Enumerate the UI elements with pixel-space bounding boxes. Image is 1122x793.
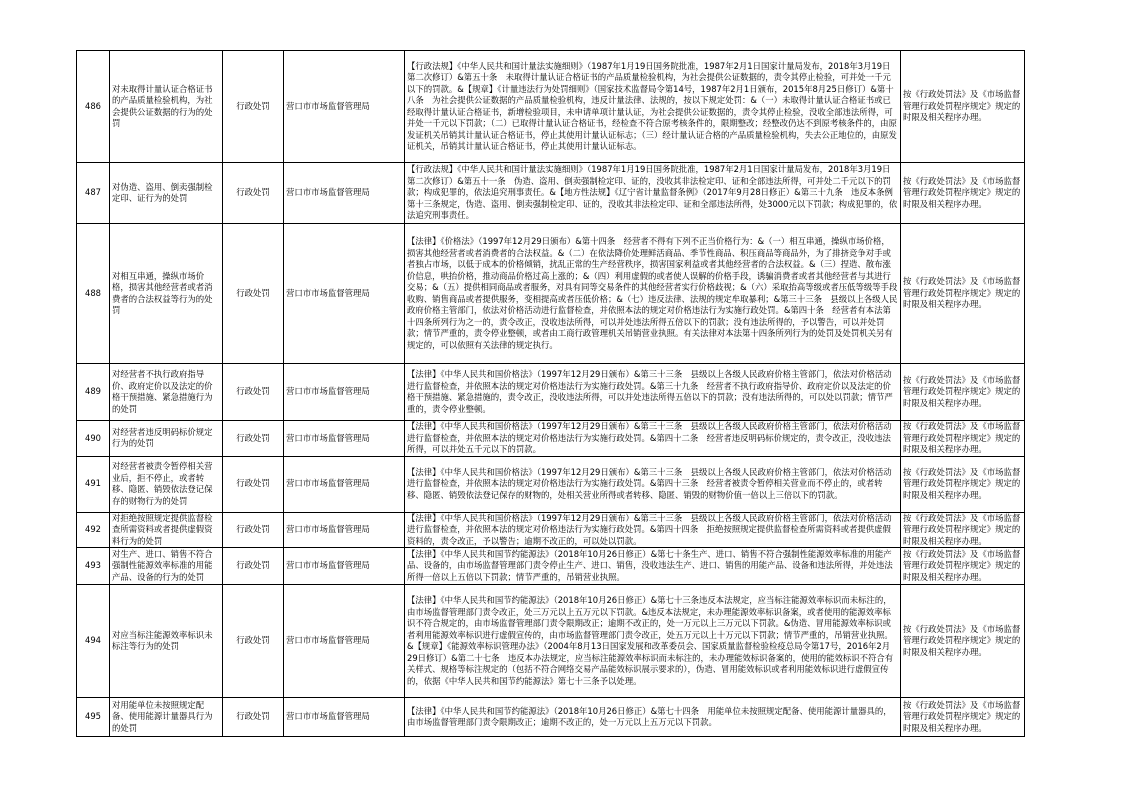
processing-requirement: 按《行政处罚法》及《市场监督管理行政处罚程序规定》规定的时限及相关程序办理。 (901, 585, 1025, 698)
table-row (77, 512, 1025, 548)
item-type: 行政处罚 (223, 163, 284, 224)
item-type: 行政处罚 (223, 698, 284, 737)
table-row (77, 163, 1025, 224)
item-name: 对用能单位未按照规定配备、使用能源计量器具行为的处罚 (110, 698, 223, 737)
item-name: 对伪造、盗用、倒卖强制检定印、证行为的处罚 (110, 163, 223, 224)
processing-requirement: 按《行政处罚法》及《市场监督管理行政处罚程序规定》规定的时限及相关程序办理。 (901, 548, 1025, 585)
row-number: 489 (77, 364, 110, 421)
authority-list-table (76, 50, 1025, 737)
row-number: 492 (77, 512, 110, 548)
item-type: 行政处罚 (223, 364, 284, 421)
legal-basis: 【行政法规】《中华人民共和国计量法实施细则》（1987年1月19日国务院批准，1987年2月1日国家计量局发布，2018年3月19日第二次修订）&第五十一条 伪造、盗用、倒卖强制检定印、证的，没收其非法检定印、证和全部违法所得，可并处二千元以下的罚款；构成犯罪的，依法追究刑事责任。&【地方性法规】《辽宁省计量监督条例》（2017年9月28日修正）&第三十九条 违反本条例第十三条规定，伪造、盗用、倒卖强制检定印、证的，没收其非法检定印、证和全部违法所得，处3000元以下罚款；构成犯罪的，依法追究刑事责任。 (405, 163, 901, 224)
item-name: 对经营者不执行政府指导价、政府定价以及法定的价格干预措施、紧急措施行为的处罚 (110, 364, 223, 421)
item-name: 对经营者被责令暂停相关营业后，拒不停止，或者转移、隐匿、销毁依法登记保存的财物行为的处罚 (110, 456, 223, 512)
responsible-department: 营口市市场监督管理局 (284, 698, 405, 737)
table-row (77, 51, 1025, 163)
processing-requirement: 按《行政处罚法》及《市场监督管理行政处罚程序规定》规定的时限及相关程序办理。 (901, 224, 1025, 364)
responsible-department: 营口市市场监督管理局 (284, 421, 405, 457)
responsible-department: 营口市市场监督管理局 (284, 512, 405, 548)
item-type: 行政处罚 (223, 421, 284, 457)
processing-requirement: 按《行政处罚法》及《市场监督管理行政处罚程序规定》规定的时限及相关程序办理。 (901, 512, 1025, 548)
item-type: 行政处罚 (223, 585, 284, 698)
row-number: 495 (77, 698, 110, 737)
row-number: 493 (77, 548, 110, 585)
item-name: 对拒绝按照规定提供监督检查所需资料或者提供虚假资料行为的处罚 (110, 512, 223, 548)
processing-requirement: 按《行政处罚法》及《市场监督管理行政处罚程序规定》规定的时限及相关程序办理。 (901, 364, 1025, 421)
legal-basis: 【行政法规】《中华人民共和国计量法实施细则》（1987年1月19日国务院批准，1987年2月1日国家计量局发布，2018年3月19日第二次修订）&第五十条 未取得计量认证合格证书的产品质量检验机构，为社会提供公证数据的，责令其停止检验，可并处一千元以下的罚款。&【规章】《计量违法行为处罚细则》（国家技术监督局令第14号，1987年2月1日颁布，2015年8月25日修订）&第十八条 为社会提供公证数据的产品质量检验机构，违反计量法律、法规的，按以下规定处罚：&（一）未取得计量认证合格证书或已经取得计量认证合格证书，新增检验项目，未申请单项计量认证，为社会提供公证数据的，责令其停止检验，没收全部违法所得，可并处一千元以下罚款；（二）已取得计量认证合格证书，经检查不符合原考核条件的，限期整改；经整改仍达不到原考核条件的，由原发证机关吊销其计量认证合格证书，停止其使用计量认证标志；（三）经计量认证合格的产品质量检验机构，失去公正地位的，由原发证机关，吊销其计量认证合格证书，停止其使用计量认证标志。 (405, 51, 901, 163)
responsible-department: 营口市市场监督管理局 (284, 456, 405, 512)
table-row (77, 585, 1025, 698)
responsible-department: 营口市市场监督管理局 (284, 51, 405, 163)
item-type: 行政处罚 (223, 512, 284, 548)
item-type: 行政处罚 (223, 51, 284, 163)
item-type: 行政处罚 (223, 224, 284, 364)
responsible-department: 营口市市场监督管理局 (284, 364, 405, 421)
processing-requirement: 按《行政处罚法》及《市场监督管理行政处罚程序规定》规定的时限及相关程序办理。 (901, 51, 1025, 163)
item-type: 行政处罚 (223, 456, 284, 512)
row-number: 486 (77, 51, 110, 163)
responsible-department: 营口市市场监督管理局 (284, 163, 405, 224)
legal-basis: 【法律】《中华人民共和国价格法》（1997年12月29日颁布）&第三十三条 县级以上各级人民政府价格主管部门，依法对价格活动进行监督检查，并依照本法的规定对价格违法行为实施行政处罚。&第四十四条 拒绝按照规定提供监督检查所需资料或者提供虚假资料的，责令改正，予以警告；逾期不改正的，可以处以罚款。 (405, 512, 901, 548)
row-number: 488 (77, 224, 110, 364)
item-name: 对应当标注能源效率标识未标注等行为的处罚 (110, 585, 223, 698)
table-row (77, 224, 1025, 364)
table-row (77, 548, 1025, 585)
row-number: 487 (77, 163, 110, 224)
item-name: 对相互串通，操纵市场价格，损害其他经营者或者消费者的合法权益等行为的处罚 (110, 224, 223, 364)
table-row (77, 698, 1025, 737)
processing-requirement: 按《行政处罚法》及《市场监督管理行政处罚程序规定》规定的时限及相关程序办理。 (901, 456, 1025, 512)
item-name: 对经营者违反明码标价规定行为的处罚 (110, 421, 223, 457)
item-type: 行政处罚 (223, 548, 284, 585)
legal-basis: 【法律】《中华人民共和国节约能源法》（2018年10月26日修正）&第七十四条 用能单位未按照规定配备、使用能源计量器具的，由市场监督管理部门责令限期改正；逾期不改正的，处一万元以上五万元以下罚款。 (405, 698, 901, 737)
table-row (77, 456, 1025, 512)
item-name: 对未取得计量认证合格证书的产品质量检验机构，为社会提供公证数据的行为的处罚 (110, 51, 223, 163)
processing-requirement: 按《行政处罚法》及《市场监督管理行政处罚程序规定》规定的时限及相关程序办理。 (901, 698, 1025, 737)
legal-basis: 【法律】《中华人民共和国节约能源法》（2018年10月26日修正）&第七十条生产、进口、销售不符合强制性能源效率标准的用能产品、设备的，由市场监督管理部门责令停止生产、进口、销售，没收违法生产、进口、销售的用能产品、设备和违法所得，并处违法所得一倍以上五倍以下罚款；情节严重的，吊销营业执照。 (405, 548, 901, 585)
item-name: 对生产、进口、销售不符合强制性能源效率标准的用能产品、设备的行为的处罚 (110, 548, 223, 585)
responsible-department: 营口市市场监督管理局 (284, 548, 405, 585)
table-row (77, 364, 1025, 421)
table-row (77, 421, 1025, 457)
processing-requirement: 按《行政处罚法》及《市场监督管理行政处罚程序规定》规定的时限及相关程序办理。 (901, 163, 1025, 224)
legal-basis: 【法律】《中华人民共和国节约能源法》（2018年10月26日修正）&第七十三条违反本法规定，应当标注能源效率标识而未标注的，由市场监督管理部门责令改正，处三万元以上五万元以下罚款。&违反本法规定，未办理能源效率标识备案，或者使用的能源效率标识不符合规定的，由市场监督管理部门责令限期改正；逾期不改正的，处一万元以上三万元以下罚款。&伪造、冒用能源效率标识或者利用能源效率标识进行虚假宣传的，由市场监督管理部门责令改正，处五万元以上十万元以下罚款；情节严重的，吊销营业执照。&【规章】《能源效率标识管理办法》（2004年8月13日国家发展和改革委员会、国家质量监督检验检疫总局令第17号，2016年2月29日修订）&第二十七条 违反本办法规定，应当标注能源效率标识而未标注的，未办理能效标识备案的，使用的能效标识不符合有关样式、规格等标注规定的（包括不符合网络交易产品能效标识展示要求的），伪造、冒用能效标识或者利用能效标识进行虚假宣传的，依据《中华人民共和国节约能源法》第七十三条予以处理。 (405, 585, 901, 698)
responsible-department: 营口市市场监督管理局 (284, 224, 405, 364)
legal-basis: 【法律】《中华人民共和国价格法》（1997年12月29日颁布）&第三十三条 县级以上各级人民政府价格主管部门，依法对价格活动进行监督检查，并依照本法的规定对价格违法行为实施行政处罚。&第四十三条 经营者被责令暂停相关营业而不停止的，或者转移、隐匿、销毁依法登记保存的财物的，处相关营业所得或者转移、隐匿、销毁的财物价值一倍以上三倍以下的罚款。 (405, 456, 901, 512)
legal-basis: 【法律】《中华人民共和国价格法》（1997年12月29日颁布）&第三十三条 县级以上各级人民政府价格主管部门，依法对价格活动进行监督检查，并依照本法的规定对价格违法行为实施行政处罚。&第三十九条 经营者不执行政府指导价、政府定价以及法定的价格干预措施、紧急措施的，责令改正，没收违法所得，可以并处违法所得五倍以下的罚款；没有违法所得的，可以处以罚款；情节严重的，责令停业整顿。 (405, 364, 901, 421)
processing-requirement: 按《行政处罚法》及《市场监督管理行政处罚程序规定》规定的时限及相关程序办理。 (901, 421, 1025, 457)
legal-basis: 【法律】《中华人民共和国价格法》（1997年12月29日颁布）&第三十三条 县级以上各级人民政府价格主管部门，依法对价格活动进行监督检查，并依照本法的规定对价格违法行为实施行政处罚。&第四十二条 经营者违反明码标价规定的，责令改正，没收违法所得，可以并处五千元以下的罚款。 (405, 421, 901, 457)
row-number: 494 (77, 585, 110, 698)
responsible-department: 营口市市场监督管理局 (284, 585, 405, 698)
legal-basis: 【法律】《价格法》（1997年12月29日颁布）&第十四条 经营者不得有下列不正当价格行为：&（一）相互串通，操纵市场价格，损害其他经营者或者消费者的合法权益。&（二）在依法降价处理鲜活商品、季节性商品、积压商品等商品外，为了排挤竞争对手或者独占市场，以低于成本的价格倾销，扰乱正常的生产经营秩序，损害国家利益或者其他经营者的合法权益。&（三）捏造、散布涨价信息，哄抬价格，推动商品价格过高上涨的；&（四）利用虚假的或者使人误解的价格手段，诱骗消费者或者其他经营者与其进行交易；&（五）提供相同商品或者服务，对具有同等交易条件的其他经营者实行价格歧视；&（六）采取抬高等级或者压低等级等手段收购、销售商品或者提供服务，变相提高或者压低价格；&（七）违反法律、法规的规定牟取暴利；&第三十三条 县级以上各级人民政府价格主管部门，依法对价格活动进行监督检查，并依照本法的规定对价格违法行为实施行政处罚。&第四十条 经营者有本法第十四条所列行为之一的，责令改正，没收违法所得，可以并处违法所得五倍以下的罚款；没有违法所得的，予以警告，可以并处罚款；情节严重的，责令停业整顿，或者由工商行政管理机关吊销营业执照。有关法律对本法第十四条所列行为的处罚及处罚机关另有规定的，可以依照有关法律的规定执行。 (405, 224, 901, 364)
row-number: 491 (77, 456, 110, 512)
row-number: 490 (77, 421, 110, 457)
